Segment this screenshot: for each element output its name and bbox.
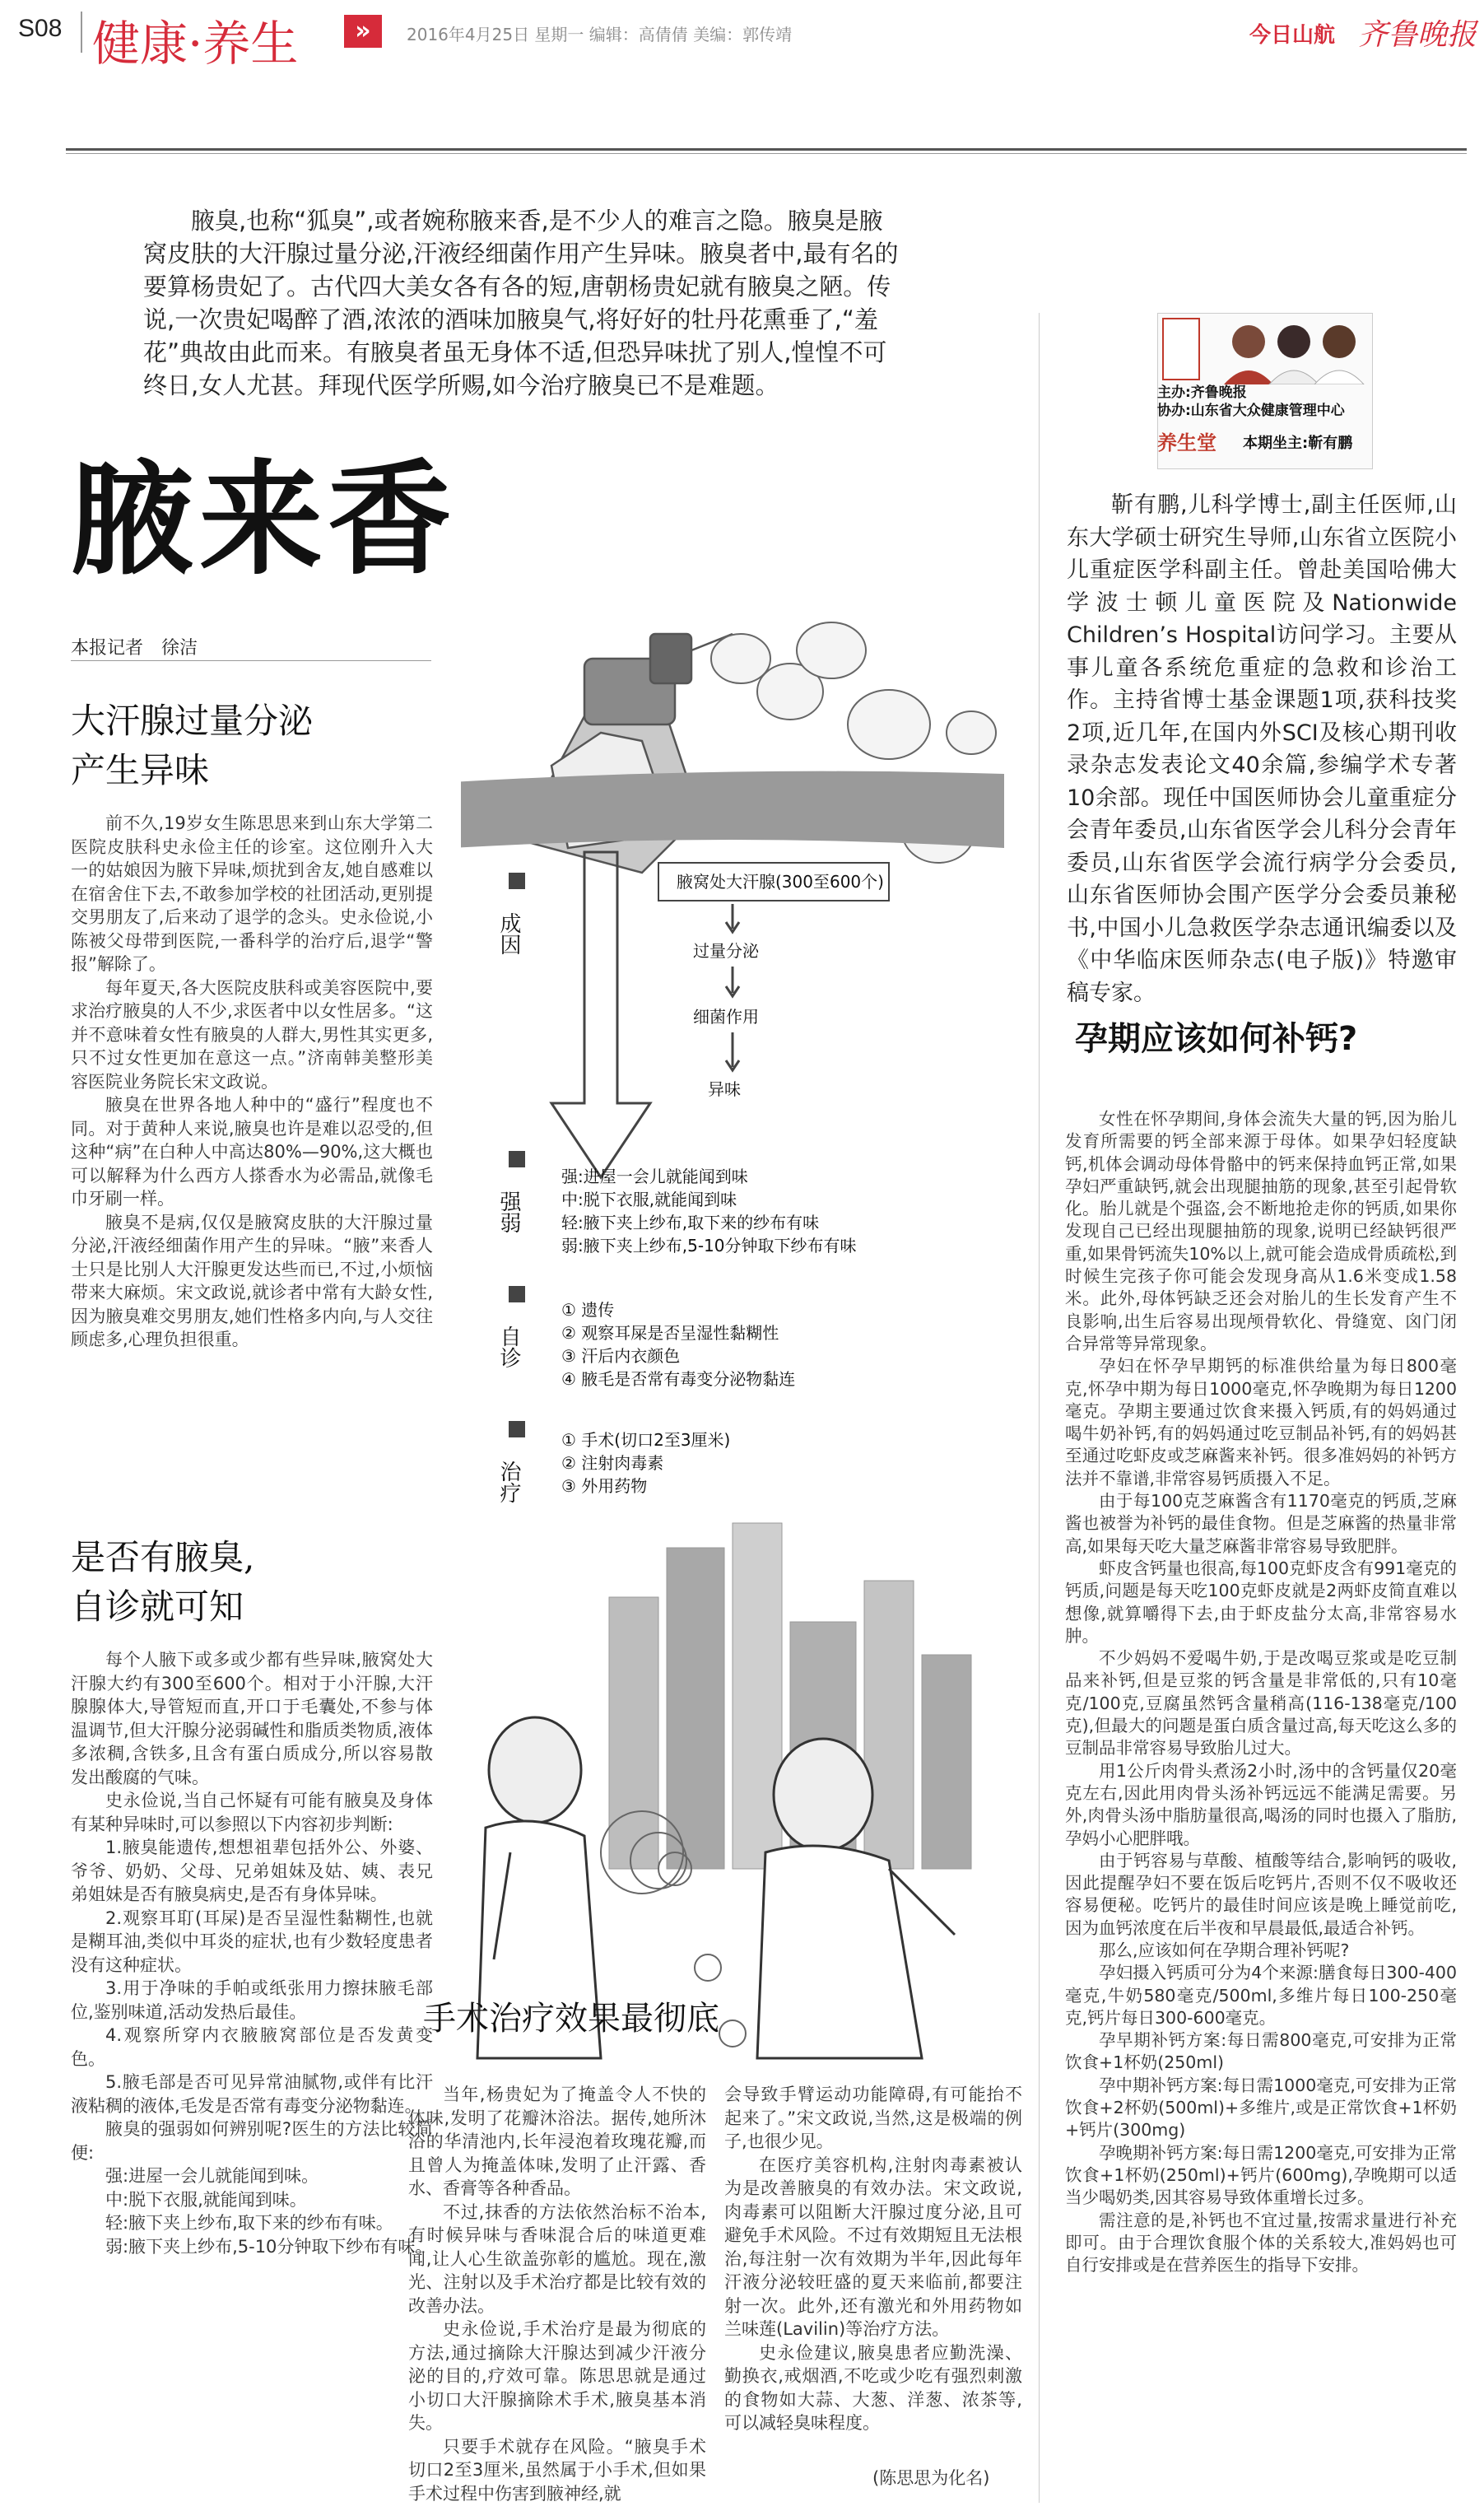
paragraph: 孕晚期补钙方案:每日需1200毫克,可安排为正常饮食+1杯奶(250ml)+钙片(600mg),孕晚期可以适当少喝奶类,因其容易导致体重增长过多。 <box>1065 2142 1457 2208</box>
down-arrow-icon <box>726 1032 739 1070</box>
fig-label-strength: 强弱 <box>496 1190 521 1233</box>
down-arrow-icon <box>726 967 739 996</box>
pseudonym-note: (陈思思为化名) <box>872 2468 990 2488</box>
illustration-figure <box>461 601 1004 2066</box>
fig-cause-line: 过量分泌 <box>693 941 759 961</box>
badge-caption-line: 主办:齐鲁晚报 <box>1157 384 1247 401</box>
paragraph: 孕早期补钙方案:每日需800毫克,可安排为正常饮食+1杯奶(250ml) <box>1065 2030 1457 2073</box>
fig-strength-line: 中:脱下衣服,就能闻到味 <box>561 1190 737 1209</box>
paragraph: 3.用于净味的手帕或纸张用力擦抹腋毛部位,鉴别味道,活动发热后最佳。 <box>71 1978 433 2022</box>
paragraph: 女性在怀孕期间,身体会流失大量的钙,因为胎儿发育所需要的钙全部来源于母体。如果孕妇轻度缺钙,机体会调动母体骨骼中的钙来保持血钙正常,如果孕妇严重缺钙,就会出现腿抽筋的现象,甚至引起骨软化。胎儿就是个强盗,会不断地抢走你的钙质,如果你发现自己已经出现腿抽筋的现象,说明已经缺钙很严重,如果骨钙流失10%以上,就可能会造成骨质疏松,到时候生完孩子你可能会发现身高从1.6米变成1.58米。此外,母体钙缺乏还会对胎儿的生长发育产生不良影响,出生后容易出现颅骨软化、骨缝宽、囟门闭合异常等异常现象。 <box>1065 1109 1457 1353</box>
fig-strength-line: 轻:腋下夹上纱布,取下来的纱布有味 <box>561 1213 820 1232</box>
paragraph: 不过,抹香的方法依然治标不治本,有时候异味与香味混合后的味道更难闻,让人心生欲盖弥彰的尴尬。现在,激光、注射以及手术治疗都是比较有效的改善办法。 <box>408 2201 706 2316</box>
paragraph: 靳有鹏,儿科学博士,副主任医师,山东大学硕士研究生导师,山东省立医院小儿重症医学科副主任。曾赴美国哈佛大学波士顿儿童医院及Nationwide Children’s Hospital访问学习。主要从事儿童各系统危重症的急救和诊治工作。主持省博士基金课题1项,获科技奖2项,近几年,在国内外SCI及核心期刊收录杂志发表论文40余篇,参编学术专著10余部。现任中国医师协会儿童重症分会青年委员,山东省医学会儿科分会青年委员,山东省医学会流行病学分会委员,山东省医师协会围产医学分会委员兼秘书,中国小儿急救医学杂志通讯编委以及《中华临床医师杂志(电子版)》特邀审稿专家。 <box>1067 492 1457 1006</box>
paragraph: 每个人腋下或多或少都有些异味,腋窝处大汗腺大约有300至600个。相对于小汗腺,大汗腺腺体大,导管短而直,开口于毛囊处,不参与体温调节,但大汗腺分泌弱碱性和脂质类物质,液体多浓稠,含铁多,且含有蛋白质成分,所以容易散发出酸腐的气味。 <box>71 1650 433 1787</box>
paragraph: 由于每100克芝麻酱含有1170毫克的钙质,芝麻酱也被誉为补钙的最佳食物。但是芝麻酱的热量非常高,如果每天吃大量芝麻酱非常容易导致肥胖。 <box>1065 1491 1457 1556</box>
paragraph: 4.观察所穿内衣腋腋窝部位是否发黄变色。 <box>71 2025 433 2069</box>
paragraph: 当年,杨贵妃为了掩盖令人不快的体味,发明了花瓣沐浴法。据传,她所沐浴的华清池内,长年浸泡着玫瑰花瓣,而且曾人为掩盖体味,发明了止汗露、香水、香膏等各种香品。 <box>408 2085 706 2198</box>
badge-caption-line: 协办:山东省大众健康管理中心 <box>1157 403 1345 419</box>
paragraph: 弱:腋下夹上纱布,5-10分钟取下纱布有味。 <box>105 2236 433 2257</box>
byline-rule <box>71 660 431 661</box>
paragraph: 腋臭在世界各地人种中的“盛行”程度也不同。对于黄种人来说,腋臭也许是难以忍受的,但这种“病”在白种人中高达80%—90%,这大概也可以解释为什么西方人搽香水为必需品,就像毛巾牙刷一样。 <box>71 1095 433 1209</box>
column-rule <box>1039 313 1040 2503</box>
square-bullet-icon <box>509 873 525 889</box>
header-divider <box>81 12 82 53</box>
doctor-photo <box>1158 314 1372 384</box>
big-arrow-shape <box>551 852 650 1177</box>
fig-strength-line: 强:进屋一会儿就能闻到味 <box>561 1167 748 1186</box>
paragraph: 史永俭说,手术治疗是最为彻底的方法,通过摘除大汗腺达到减少汗液分泌的目的,疗效可靠。陈思思就是通过小切口大汗腺摘除术手术,腋臭基本消失。 <box>408 2319 706 2433</box>
fig-label-treatment: 治疗 <box>496 1460 521 1503</box>
fig-label-selfcheck: 自诊 <box>496 1325 521 1368</box>
fig-label-cause: 成因 <box>496 912 521 955</box>
section1-heading-line1: 大汗腺过量分泌 <box>71 701 314 741</box>
paragraph: 在医疗美容机构,注射肉毒素被认为是改善腋臭的有效办法。宋文政说,肉毒素可以阻断大汗腺过度分泌,且可避免手术风险。不过有效期短且无法根治,每注射一次有效期为半年,因此每年汗液分泌较旺盛的夏天来临前,都要注射一次。此外,还有激光和外用药物如兰味莲(Lavilin)等治疗方法。 <box>724 2155 1022 2339</box>
section2-heading-line1: 是否有腋臭, <box>71 1537 255 1577</box>
section1-body <box>71 812 433 1352</box>
page-number: S08 <box>18 15 63 42</box>
fig-selfcheck-line: ③ 汗后内衣颜色 <box>561 1346 681 1366</box>
double-chevron-icon: » <box>344 15 382 48</box>
paragraph: 用1公斤肉骨头煮汤2小时,汤中的含钙量仅20毫克左右,因此用肉骨头汤补钙远远不能满足需要。另外,肉骨头汤中脂肪量很高,喝汤的同时也摄入了脂肪,孕妈小心肥胖哦。 <box>1065 1760 1457 1848</box>
paragraph: 史永俭说,当自己怀疑有可能有腋臭及身体有某种异味时,可以参照以下内容初步判断: <box>71 1791 433 1834</box>
fig-treatment-line: ② 注射肉毒素 <box>561 1453 664 1473</box>
surgery-heading: 手术治疗效果最彻底 <box>423 2000 719 2038</box>
calcium-body <box>1065 1108 1457 2276</box>
newspaper-logo: 齐鲁晚报 <box>1358 18 1477 52</box>
header-rule-thin <box>66 153 1467 154</box>
section-title: 健康·养生 <box>92 16 299 72</box>
fig-selfcheck-line: ① 遗传 <box>561 1300 615 1320</box>
fig-treatment-line: ③ 外用药物 <box>561 1476 648 1496</box>
section2-heading <box>71 1533 433 1632</box>
down-arrow-icon <box>726 904 739 932</box>
fig-treatment-line: ① 手术(切口2至3厘米) <box>561 1430 731 1450</box>
paragraph: 会导致手臂运动功能障碍,有可能抬不起来了。”宋文政说,当然,这是极端的例子,也很少见。 <box>724 2085 1022 2151</box>
section1-heading <box>71 696 433 795</box>
fig-selfcheck-line: ② 观察耳屎是否呈湿性黏糊性 <box>561 1323 779 1343</box>
paragraph: 腋臭的强弱如何辨别呢?医生的方法比较简便: <box>71 2119 433 2163</box>
paragraph: 中:脱下衣服,就能闻到味。 <box>105 2189 307 2210</box>
paragraph: 轻:腋下夹上纱布,取下来的纱布有味。 <box>105 2213 393 2233</box>
fig-cause-line: 腋窝处大汗腺(300至600个) <box>677 872 884 892</box>
paragraph: 腋臭不是病,仅仅是腋窝皮肤的大汗腺过量分泌,汗液经细菌作用产生的异味。“腋”来香人士只是比别人大汗腺更发达些而已,不过,小烦恼带来大麻烦。宋文政说,就诊者中常有大龄女性,因为腋臭难交男朋友,她们性格多内向,与人交往顾虑多,心理负担很重。 <box>71 1212 433 1349</box>
issue-meta: 2016年4月25日 星期一 编辑：高倩倩 美编：郭传靖 <box>407 25 793 44</box>
fig-selfcheck-line: ④ 腋毛是否常有毒变分泌物黏连 <box>561 1369 796 1389</box>
square-bullet-icon <box>509 1421 525 1437</box>
paragraph: 史永俭建议,腋臭患者应勤洗澡、勤换衣,戒烟酒,不吃或少吃有强烈刺激的食物如大蒜、大葱、洋葱、浓茶等,可以减轻臭味程度。 <box>724 2342 1022 2433</box>
paragraph: 孕中期补钙方案:每日需1000毫克,可安排为正常饮食+2杯奶(500ml)+多维片,或是正常饮食+1杯奶+钙片(300mg) <box>1065 2075 1457 2141</box>
section1-heading-line2: 产生异味 <box>71 750 210 790</box>
paragraph: 虾皮含钙量也很高,每100克虾皮含有991毫克的钙质,问题是每天吃100克虾皮就是2两虾皮简直难以想像,就算嚼得下去,由于虾皮盐分太高,非常容易水肿。 <box>1065 1558 1457 1646</box>
column-name: 养生堂 <box>1157 431 1217 454</box>
paragraph: 5.腋毛部是否可见异常油腻物,或伴有比汗液粘稠的液体,毛发是否常有毒变分泌物黏连。 <box>71 2072 433 2116</box>
fig-cause-line: 异味 <box>708 1079 741 1099</box>
paragraph: 那么,应该如何在孕期合理补钙呢? <box>1099 1940 1350 1960</box>
fig-cause-line: 细菌作用 <box>693 1007 759 1027</box>
section2-heading-line2: 自诊就可知 <box>71 1586 244 1627</box>
paragraph: 1.腋臭能遗传,想想祖辈包括外公、外婆、爷爷、奶奶、父母、兄弟姐妹及姑、姨、表兄弟姐妹是否有腋臭病史,是否有身体异味。 <box>71 1838 433 1904</box>
header-rule <box>66 148 1467 151</box>
square-bullet-icon <box>509 1151 525 1167</box>
paragraph: 2.观察耳耵(耳屎)是否呈湿性黏糊性,也就是糊耳油,类似中耳炎的症状,也有少数轻度患者没有这种症状。 <box>71 1908 433 1975</box>
paragraph: 每年夏天,各大医院皮肤科或美容医院中,要求治疗腋臭的人不少,求医者中以女性居多。“这并不意味着女性有腋臭的人群大,男性其实更多,只不过女性更加在意这一点。”济南韩美整形美容医院业务院长宋文政说。 <box>71 977 433 1092</box>
section2-body <box>71 1648 433 2258</box>
calcium-heading: 孕期应该如何补钙? <box>1075 1020 1358 1058</box>
square-bullet-icon <box>509 1286 525 1302</box>
paragraph: 强:进屋一会儿就能闻到味。 <box>105 2166 319 2186</box>
paragraph: 不少妈妈不爱喝牛奶,于是改喝豆浆或是吃豆制品来补钙,但是豆浆的钙含量是非常低的,只有10毫克/100克,豆腐虽然钙含量稍高(116-138毫克/100克),但最大的问题是蛋白质含量过高,每天吃这么多的豆制品非常容易导致胎儿过大。 <box>1065 1648 1457 1759</box>
header-tag: 今日山航 <box>1249 23 1336 48</box>
byline: 本报记者 徐洁 <box>71 638 198 659</box>
badge-caption <box>1157 384 1373 420</box>
surgery-column-1 <box>408 2083 706 2505</box>
doctor-bio <box>1067 489 1457 1009</box>
paragraph: 需注意的是,补钙也不宜过量,按需求量进行补充即可。由于合理饮食服个体的关系较大,准妈妈也可自行安排或是在营养医生的指导下安排。 <box>1065 2210 1457 2276</box>
paragraph: 由于钙容易与草酸、植酸等结合,影响钙的吸收,因此提醒孕妇不要在饭后吃钙片,否则不仅不吸收还容易便秘。吃钙片的最佳时间应该是晚上睡觉前吃,因为血钙浓度在后半夜和早晨最低,最适合补钙。 <box>1065 1850 1457 1938</box>
paragraph: 前不久,19岁女生陈思思来到山东大学第二医院皮肤科史永俭主任的诊室。这位刚升入大一的姑娘因为腋下异味,烦扰到舍友,她自感难以在宿舍住下去,不敢参加学校的社团活动,更别提交男朋友了,后来动了退学的念头。史永俭说,小陈被父母带到医院,一番科学的治疗后,退学“警报”解除了。 <box>71 813 433 974</box>
column-author: 本期坐主:靳有鹏 <box>1243 435 1353 452</box>
fig-strength-line: 弱:腋下夹上纱布,5-10分钟取下纱布有味 <box>561 1236 857 1256</box>
skin-band <box>461 771 1004 848</box>
intro-paragraph: 腋臭,也称“狐臭”,或者婉称腋来香,是不少人的难言之隐。腋臭是腋窝皮肤的大汗腺过量分泌,汗液经细菌作用产生异味。腋臭者中,最有名的要算杨贵妃了。古代四大美女各有各的短,唐朝杨贵妃就有腋臭之陋。传说,一次贵妃喝醉了酒,浓浓的酒味加腋臭气,将好好的牡丹花熏垂了,“羞花”典故由此而来。有腋臭者虽无身体不适,但恐异味扰了别人,惶惶不可终日,女人尤甚。拜现代医学所赐,如今治疗腋臭已不是难题。 <box>143 207 899 399</box>
surgery-column-2 <box>724 2083 1022 2435</box>
paragraph: 只要手术就存在风险。“腋臭手术切口2至3厘米,虽然属于小手术,但如果手术过程中伤害到腋神经,就 <box>408 2436 706 2504</box>
article-title: 腋来香 <box>71 447 457 592</box>
paragraph: 孕妇在怀孕早期钙的标准供给量为每日800毫克,怀孕中期为每日1000毫克,怀孕晚期为每日1200毫克。孕期主要通过饮食来摄入钙质,有的妈妈通过喝牛奶补钙,有的妈妈通过吃豆制品补钙,有的妈妈甚至通过吃虾皮或芝麻酱来补钙。很多准妈妈的补钙方法并不靠谱,非常容易钙质摄入不足。 <box>1065 1356 1457 1488</box>
paragraph: 孕妇摄入钙质可分为4个来源:膳食每日300-400毫克,牛奶580毫克/500ml,多维片每日100-250毫克,钙片每日300-600毫克。 <box>1065 1963 1457 2028</box>
